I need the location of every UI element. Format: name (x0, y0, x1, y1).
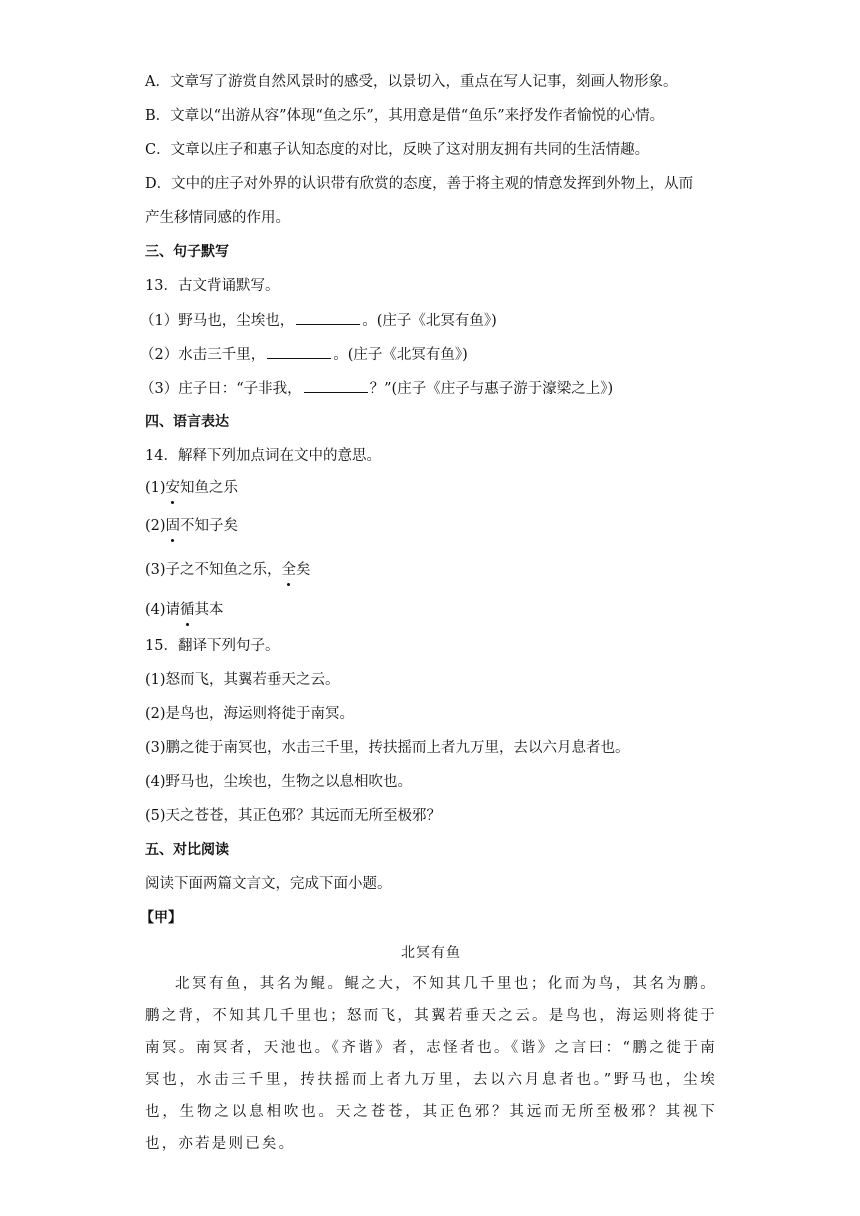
q14-item-1-post: 知鱼之乐 (180, 480, 239, 496)
passage-label-jia: 【甲】 (140, 910, 182, 926)
q14-item-2-dotted-word: 固 (165, 518, 181, 534)
q14-item-2-post: 不知子矣 (180, 518, 239, 534)
q14-item-4-dotted-word: 循 (180, 602, 195, 618)
fill-item-2-post: 。(庄子《北冥有鱼》) (333, 347, 468, 363)
q14-item-4-post: 其本 (194, 602, 224, 618)
option-b: B．文章以“出游从容”体现“鱼之乐”，其用意是借“鱼乐”来抒发作者愉悦的心情。 (145, 108, 665, 124)
q14-item-4-pre: (4)请 (145, 602, 181, 618)
option-d-line1: D．文中的庄子对外界的认识带有欣赏的态度，善于将主观的情意发挥到外物上，从而 (145, 176, 694, 192)
q15-item-4: (4)野马也，尘埃也，生物之以息相吹也。 (145, 774, 413, 790)
section5-intro: 阅读下面两篇文言文，完成下面小题。 (145, 876, 392, 892)
option-d-line2: 产生移情同感的作用。 (145, 210, 290, 226)
q14-item-1 (145, 478, 238, 498)
question-13: 13．古文背诵默写。 (145, 278, 280, 294)
option-a: A．文章写了游赏自然风景时的感受，以景切入，重点在写人记事，刻画人物形象。 (145, 74, 678, 90)
q15-item-3: (3)鹏之徙于南冥也，水击三千里，抟扶摇而上者九万里，去以六月息者也。 (145, 740, 630, 756)
fill-blank-1[interactable] (296, 310, 360, 325)
q14-item-2-pre: (2) (145, 518, 166, 534)
fill-blank-3[interactable] (304, 378, 368, 393)
q14-item-1-pre: (1) (145, 480, 166, 496)
fill-item-1-post: 。(庄子《北冥有鱼》) (362, 313, 497, 329)
fill-item-1-pre: （1）野马也，尘埃也， (140, 313, 295, 329)
q14-item-4 (145, 600, 224, 620)
q14-item-1-dotted-word: 安 (165, 480, 181, 496)
q14-item-3 (145, 560, 311, 580)
question-15: 15．翻译下列句子。 (145, 638, 280, 654)
fill-item-3-post: ？”(庄子《庄子与惠子游于濠梁之上》) (369, 381, 614, 397)
passage-text: 北冥有鱼，其名为鲲。鲲之大，不知其几千里也；化而为鸟，其名为鹏。鹏之背，不知其几千里也；怒而飞，其翼若垂天之云。是鸟也，海运则将徙于南冥。南冥者，天池也。《齐谐》者，志怪者也。《谐》之言曰：“鹏之徙于南冥也，水击三千里，抟扶摇而上者九万里，去以六月息者也。”野马也，尘埃也，生物之以息相吹也。天之苍苍，其正色邪？其远而无所至极邪？其视下也，亦若是则已矣。 (145, 976, 717, 1152)
fill-item-1 (140, 310, 497, 331)
q15-item-1: (1)怒而飞，其翼若垂天之云。 (145, 672, 340, 688)
fill-item-2-pre: （2）水击三千里， (140, 347, 266, 363)
fill-blank-2[interactable] (267, 344, 331, 359)
question-14: 14．解释下列加点词在文中的意思。 (145, 448, 381, 464)
fill-item-2 (140, 344, 468, 365)
q14-item-2 (145, 516, 238, 536)
section3-heading: 三、句子默写 (145, 244, 229, 260)
q15-item-5: (5)天之苍苍，其正色邪？其远而无所至极邪？ (145, 808, 442, 824)
fill-item-3-pre: （3）庄子日：“子非我， (140, 381, 302, 397)
section5-heading: 五、对比阅读 (145, 842, 229, 858)
q14-item-3-dotted-word: 全 (281, 562, 297, 578)
section4-heading: 四、语言表达 (145, 414, 229, 430)
option-c: C．文章以庄子和惠子认知态度的对比，反映了这对朋友拥有共同的生活情趣。 (145, 142, 650, 158)
fill-item-3 (140, 378, 613, 399)
passage-title: 北冥有鱼 (401, 945, 461, 961)
q14-item-3-post: 矣 (296, 562, 311, 578)
q14-item-3-pre: (3)子之不知鱼之乐， (145, 562, 282, 578)
q15-item-2: (2)是鸟也，海运则将徙于南冥。 (145, 706, 355, 722)
